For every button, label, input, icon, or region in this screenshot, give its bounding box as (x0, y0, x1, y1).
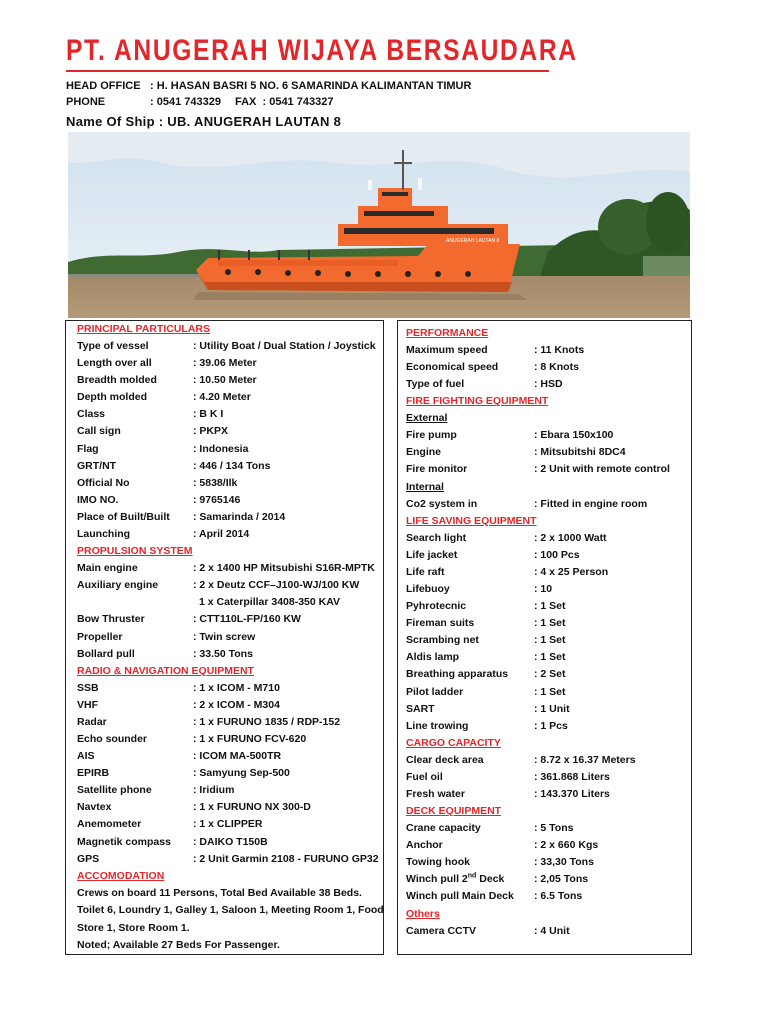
spec-label: Length over all (77, 357, 152, 370)
spec-label: SSB (77, 681, 99, 694)
spec-label: Search light (406, 531, 467, 544)
spec-label: Aldis lamp (406, 651, 460, 664)
spec-row (406, 444, 687, 461)
spec-label: Class (77, 408, 106, 421)
spec-value: : 1 x FURUNO FCV-620 (193, 732, 307, 745)
spec-row (406, 684, 687, 701)
performance-heading: PERFORMANCE (406, 327, 489, 339)
life-saving-heading: LIFE SAVING EQUIPMENT (406, 514, 537, 527)
spec-label: Fire pump (406, 429, 457, 442)
spec-row (77, 492, 379, 509)
spec-label-empty (77, 594, 193, 611)
spec-row (406, 871, 687, 888)
spec-value: : 1 x CLIPPER (193, 818, 263, 831)
spec-value: : 6.5 Tons (534, 890, 583, 903)
fire-heading: FIRE FIGHTING EQUIPMENT (406, 395, 549, 408)
spec-row (77, 646, 379, 663)
spec-value: : 4.20 Meter (193, 391, 251, 404)
spec-value: : April 2014 (193, 528, 250, 541)
spec-label: Line trowing (406, 719, 469, 732)
accomodation-heading: ACCOMODATION (77, 869, 165, 882)
spec-label: Auxiliary engine (77, 579, 159, 592)
spec-label: Winch pull Main Deck (406, 890, 514, 903)
spec-value: : 9765146 (193, 493, 241, 506)
internal-subheading: Internal (406, 480, 444, 493)
spec-value: : 1 x FURUNO 1835 / RDP-152 (193, 715, 341, 728)
spec-row (77, 816, 379, 833)
external-subheading: External (406, 412, 448, 425)
spec-label: VHF (77, 698, 98, 711)
title-underline (66, 70, 549, 72)
spec-row (77, 851, 379, 868)
head-office-line (66, 80, 471, 92)
spec-value: : 2 x 1000 Watt (534, 531, 607, 544)
accomodation-line: Toilet 6, Loundry 1, Galley 1, Saloon 1, Meeting Room 1, Food (77, 904, 384, 917)
spec-value: : 2 Set (534, 668, 566, 681)
spec-label: Main engine (77, 562, 138, 575)
spec-value: : 2 x Deutz CCF–J100-WJ/100 KW (193, 579, 360, 592)
spec-label: Anemometer (77, 818, 142, 831)
spec-value: : 143.370 Liters (534, 787, 610, 800)
spec-value: : Mitsubitshi 8DC4 (534, 446, 626, 459)
spec-value: : 2 x 660 Kgs (534, 839, 599, 852)
spec-row (77, 389, 379, 406)
spec-row (77, 423, 379, 440)
spec-value: : Iridium (193, 784, 235, 797)
spec-row (406, 461, 687, 478)
deck-heading: DECK EQUIPMENT (406, 805, 502, 818)
spec-value: : 446 / 134 Tons (193, 459, 271, 472)
spec-row (406, 888, 687, 905)
spec-value: : Twin screw (193, 630, 256, 643)
spec-value: : 39.06 Meter (193, 357, 257, 370)
spec-label: Fireman suits (406, 617, 475, 630)
spec-row (77, 372, 379, 389)
spec-row (77, 782, 379, 799)
left-spec-panel (65, 320, 384, 955)
spec-row (406, 342, 687, 359)
spec-row (77, 441, 379, 458)
ship-photo (68, 132, 690, 318)
spec-row (77, 509, 379, 526)
spec-row (406, 564, 687, 581)
spec-row (77, 697, 379, 714)
spec-value: : Samyung Sep-500 (193, 767, 290, 780)
spec-value: : 5 Tons (534, 822, 574, 835)
spec-value: : 33.50 Tons (193, 647, 253, 660)
spec-value: 1 x Caterpillar 3408-350 KAV (199, 596, 341, 609)
ship-name: Name Of Ship : UB. ANUGERAH LAUTAN 8 (66, 114, 342, 129)
spec-label: Bollard pull (77, 647, 135, 660)
spec-value: : 1 Set (534, 617, 566, 630)
spec-row (77, 629, 379, 646)
spec-label: Type of fuel (406, 378, 465, 391)
spec-label: Breathing apparatus (406, 668, 509, 681)
spec-value: : 1 Set (534, 634, 566, 647)
spec-value: : PKPX (193, 425, 229, 438)
spec-value: : 2 Unit with remote control (534, 463, 670, 476)
spec-value: : 1 Set (534, 600, 566, 613)
spec-label: Navtex (77, 801, 112, 814)
ordinal-suffix: nd (467, 872, 477, 880)
spec-value: : HSD (534, 378, 563, 391)
spec-row (406, 427, 687, 444)
spec-value: : 1 x ICOM - M710 (193, 681, 280, 694)
head-office-value: : H. HASAN BASRI 5 NO. 6 SAMARINDA KALIMANTAN TIMUR (150, 80, 472, 92)
spec-row (77, 765, 379, 782)
spec-row (77, 680, 379, 697)
spec-row (406, 632, 687, 649)
spec-label: Fresh water (406, 787, 465, 800)
spec-value: : 8 Knots (534, 361, 579, 374)
spec-row (406, 837, 687, 854)
spec-row (77, 475, 379, 492)
spec-row (77, 577, 379, 594)
spec-row (406, 598, 687, 615)
spec-value: : 2 Unit Garmin 2108 - FURUNO GP32 (193, 852, 379, 865)
spec-value: : 1 Set (534, 651, 566, 664)
spec-label: Scrambing net (406, 634, 479, 647)
spec-value: : CTT110L-FP/160 KW (193, 613, 301, 626)
spec-row (77, 714, 379, 731)
spec-value: : 4 Unit (534, 924, 570, 937)
spec-label: Magnetik compass (77, 835, 171, 848)
spec-row (77, 406, 379, 423)
spec-value: : 10.50 Meter (193, 374, 257, 387)
phone-label: PHONE (66, 96, 106, 108)
principal-list (77, 338, 379, 543)
spec-label: IMO NO. (77, 493, 119, 506)
right-spec-panel (397, 320, 692, 955)
fax-value: : 0541 743327 (262, 96, 334, 108)
spec-row (406, 701, 687, 718)
spec-row (406, 615, 687, 632)
spec-label: AIS (77, 750, 95, 763)
spec-value: : 33,30 Tons (534, 856, 594, 869)
spec-label: EPIRB (77, 767, 110, 780)
spec-value: : 1 Pcs (534, 719, 568, 732)
phone-line (66, 96, 333, 108)
spec-value: : 1 x FURUNO NX 300-D (193, 801, 311, 814)
spec-value: : 1 Set (534, 685, 566, 698)
spec-label: Satellite phone (77, 784, 152, 797)
spec-row-continued (77, 594, 379, 611)
spec-value: : 2 x 1400 HP Mitsubishi S16R-MPTK (193, 562, 375, 575)
spec-row (77, 834, 379, 851)
spec-value: : Ebara 150x100 (534, 429, 614, 442)
spec-value: : Fitted in engine room (534, 497, 648, 510)
spec-label: Fire monitor (406, 463, 468, 476)
spec-label: Clear deck area (406, 753, 484, 766)
spec-label (406, 871, 534, 888)
spec-label: Official No (77, 476, 130, 489)
spec-value: : 1 Unit (534, 702, 570, 715)
spec-value: : 4 x 25 Person (534, 565, 609, 578)
spec-row (406, 923, 687, 940)
spec-row (406, 752, 687, 769)
spec-value: : Indonesia (193, 442, 249, 455)
spec-row (77, 560, 379, 577)
spec-row (406, 359, 687, 376)
cargo-heading: CARGO CAPACITY (406, 736, 501, 749)
spec-value: : 5838/Ilk (193, 476, 238, 489)
spec-label: Co2 system in (406, 497, 478, 510)
spec-value: : ICOM MA-500TR (193, 750, 282, 763)
spec-row (406, 854, 687, 871)
spec-row (77, 799, 379, 816)
spec-label: Lifebuoy (406, 582, 450, 595)
spec-value: : Utility Boat / Dual Station / Joystick (193, 340, 376, 352)
spec-value: : DAIKO T150B (193, 835, 268, 848)
accomodation-line: Noted; Available 27 Beds For Passenger. (77, 939, 280, 952)
spec-label: Crane capacity (406, 822, 481, 835)
spec-label: Place of Built/Built (77, 510, 170, 523)
spec-row (77, 611, 379, 628)
spec-row (77, 731, 379, 748)
spec-label: Pyhrotecnic (406, 600, 467, 613)
spec-row (77, 458, 379, 475)
spec-label: GPS (77, 852, 100, 865)
spec-value: : B K I (193, 408, 224, 421)
spec-row (406, 581, 687, 598)
spec-label: Type of vessel (77, 340, 149, 352)
spec-label: Camera CCTV (406, 924, 477, 937)
principal-heading: PRINCIPAL PARTICULARS (77, 323, 211, 335)
company-title: PT. ANUGERAH WIJAYA BERSAUDARA (66, 34, 578, 67)
spec-label: Depth molded (77, 391, 147, 404)
spec-row (77, 338, 379, 355)
spec-label: Towing hook (406, 856, 470, 869)
radio-heading: RADIO & NAVIGATION EQUIPMENT (77, 664, 254, 677)
spec-label: Call sign (77, 425, 121, 438)
spec-label: GRT/NT (77, 459, 117, 472)
spec-row (406, 530, 687, 547)
winch-label-text: Winch pull 2 (406, 873, 468, 886)
spec-row (77, 526, 379, 543)
spec-label: Pilot ladder (406, 685, 464, 698)
spec-label: Fuel oil (406, 770, 443, 783)
spec-row (406, 786, 687, 803)
spec-label: Flag (77, 442, 99, 455)
spec-row (406, 666, 687, 683)
spec-value: : 10 (534, 582, 553, 595)
accomodation-line: Crews on board 11 Persons, Total Bed Available 38 Beds. (77, 886, 362, 899)
spec-label: Radar (77, 715, 107, 728)
spec-value: : 8.72 x 16.37 Meters (534, 753, 636, 766)
spec-label: Life jacket (406, 548, 458, 561)
spec-label: Bow Thruster (77, 613, 145, 626)
spec-value: : 100 Pcs (534, 548, 580, 561)
spec-row (406, 769, 687, 786)
spec-label: Propeller (77, 630, 123, 643)
spec-label: Engine (406, 446, 442, 459)
spec-label: Life raft (406, 565, 445, 578)
spec-label: Economical speed (406, 361, 499, 374)
spec-row (77, 355, 379, 372)
spec-row (406, 718, 687, 735)
hull-name: ANUGERAH LAUTAN 8 (446, 238, 500, 244)
spec-row (406, 649, 687, 666)
spec-value: : 11 Knots (534, 344, 585, 356)
spec-row (406, 496, 687, 513)
spec-value: : 2,05 Tons (534, 873, 589, 886)
spec-value: : Samarinda / 2014 (193, 510, 286, 523)
accomodation-line: Store 1, Store Room 1. (77, 921, 190, 934)
winch-label-suffix: Deck (476, 873, 505, 886)
spec-label: Breadth molded (77, 374, 157, 387)
head-office-label: HEAD OFFICE (66, 80, 141, 92)
spec-row (77, 748, 379, 765)
spec-label: Anchor (406, 839, 443, 852)
spec-value: : 2 x ICOM - M304 (193, 698, 280, 711)
spec-row (406, 547, 687, 564)
fax-label: FAX (234, 96, 257, 108)
propulsion-heading: PROPULSION SYSTEM (77, 545, 193, 558)
others-heading: Others (406, 907, 440, 920)
spec-label: Echo sounder (77, 732, 148, 745)
phone-value: : 0541 743329 (150, 96, 221, 108)
spec-label: SART (406, 702, 435, 715)
spec-value: : 361.868 Liters (534, 770, 610, 783)
spec-label: Launching (77, 528, 131, 541)
spec-label: Maximum speed (406, 344, 488, 356)
spec-row (406, 820, 687, 837)
spec-row (406, 376, 687, 393)
